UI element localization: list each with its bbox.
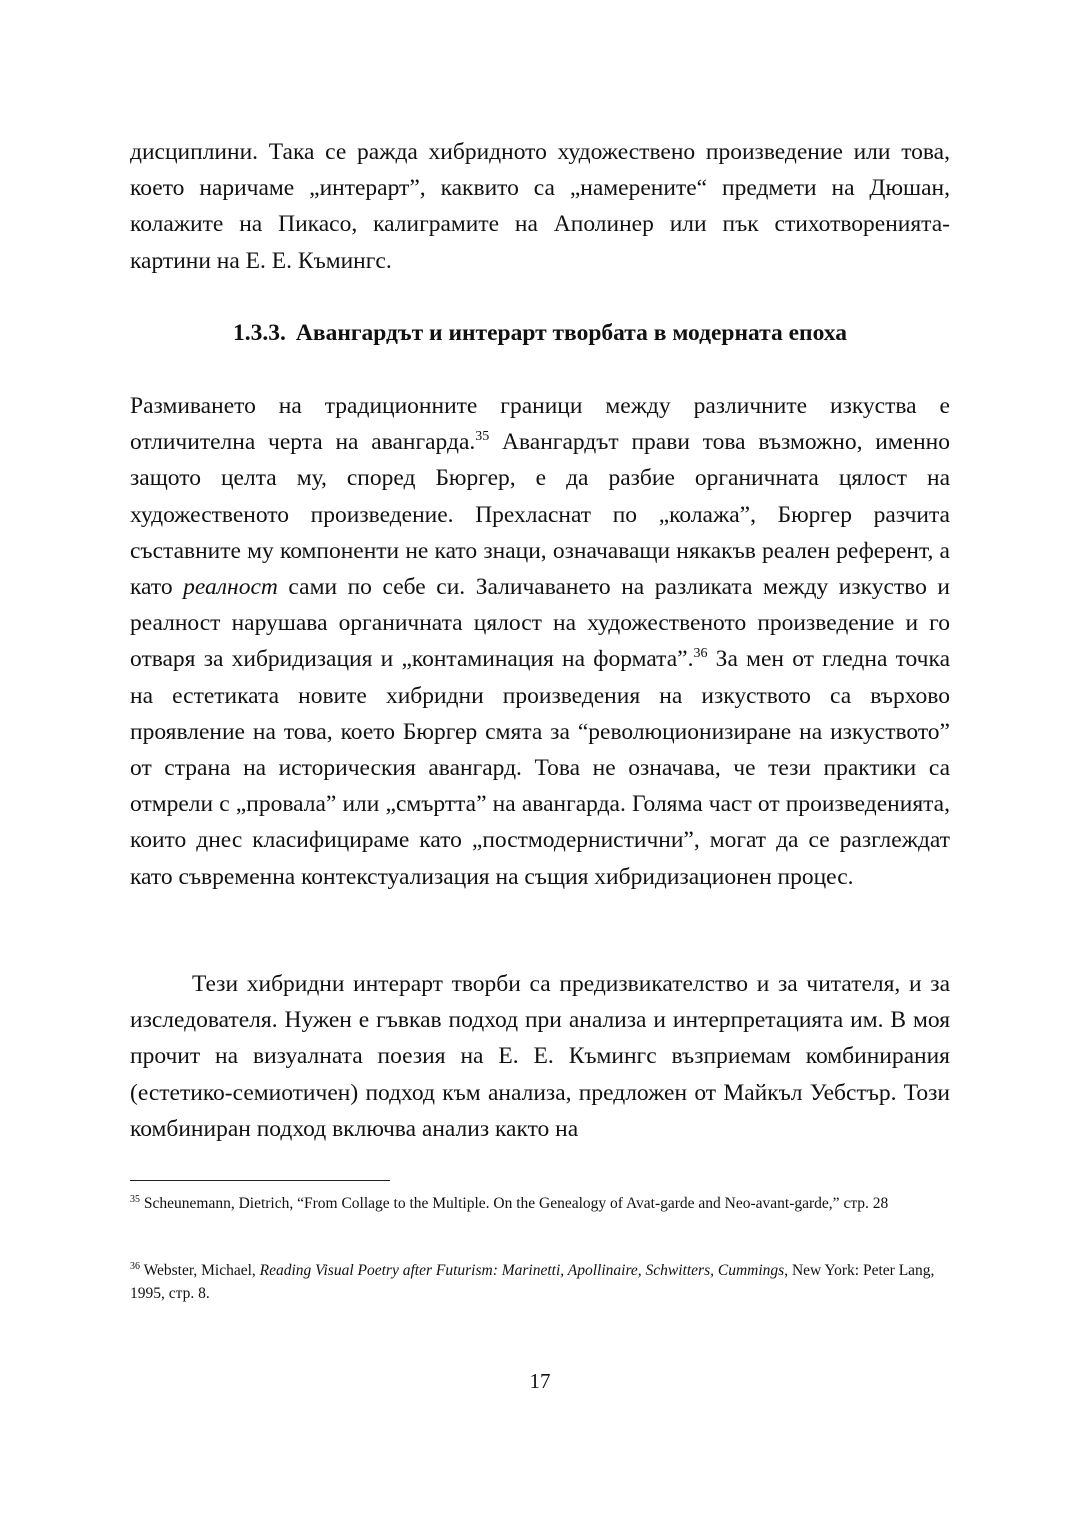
- section-title: Авангардът и интерарт творбата в модерната епоха: [295, 320, 847, 346]
- footnote-ref-36[interactable]: 36: [693, 646, 708, 662]
- footnote-text: Scheunemann, Dietrich, “From Collage to the Multiple. On the Genealogy of Avat-garde and Neo-avant-garde,” стр. 28: [140, 1195, 889, 1212]
- paragraph-text: сами по себе си. Заличаването на разликата между изкуство и реалност нарушава органичната цялост на художественото произведение и го отваря за хибридизация и „контаминация на формата”.: [130, 574, 951, 673]
- footnote-text: Webster, Michael,: [140, 1262, 260, 1279]
- paragraph-text: Размиването на традиционните граници между различните изкуства е отличителна черта на авангарда.: [130, 393, 950, 456]
- paragraph-continuation: дисциплини. Така се ражда хибридното художествено произведение или това, което наричаме „интерарт”, каквито са „намерените“ предмети на Дюшан, колажите на Пикасо, калиграмите на Аполинер или пък стихотворенията-картини на Е. Е. Къмингс.: [130, 139, 950, 274]
- section-heading: [130, 315, 950, 351]
- paragraph-text: Авангардът прави това възможно, именно защото целта му, според Бюргер, е да разбие органичната цялост на художественото произведение. Прехласнат по „колажа”, Бюргер разчита съставните му компоненти не като знаци, означаващи някакъв реален референт, а като: [130, 429, 951, 601]
- footnote-number: 35: [130, 1194, 140, 1205]
- footnote-ref-35[interactable]: 35: [475, 429, 490, 445]
- footnote-35: [130, 1192, 950, 1215]
- paragraph-interart: Тези хибридни интерарт творби са предизвикателство и за читателя, и за изследователя. Нужен е гъвкав подход при анализа и интерпретацията им. В моя прочит на визуалната поезия на Е. Е. Къмингс възприемам комбинирания (естетико-семиотичен) подход към анализа, предложен от Майкъл Уебстър. Този комбиниран подход включва анализ както на: [130, 971, 950, 1142]
- paragraph-avant-garde: [130, 388, 950, 895]
- italic-term: реалност: [183, 574, 278, 601]
- footnote-text: , New York: Peter Lang, 1995, стр. 8.: [130, 1262, 935, 1302]
- footnote-book-title: Reading Visual Poetry after Futurism: Marinetti, Apollinaire, Schwitters, Cummings: [259, 1262, 785, 1279]
- footnote-36: [130, 1259, 950, 1305]
- footnote-separator: [130, 1180, 390, 1181]
- footnote-number: 36: [130, 1261, 140, 1272]
- paragraph-text: За мен от гледна точка на естетиката новите хибридни произведения на изкуството са върхово проявление на това, което Бюргер смята за “революционизиране на изкуството” от страна на историческия авангард. Това не означава, че тези практики са отмрели с „провала” или „смъртта” на авангарда. Голяма част от произведенията, които днес класифицираме като „постмодернистични”, могат да се разглеждат като съвременна контекстуализация на същия хибридизационен процес.: [130, 646, 950, 890]
- page-number: 17: [529, 1369, 551, 1393]
- section-number: 1.3.3.: [233, 320, 286, 346]
